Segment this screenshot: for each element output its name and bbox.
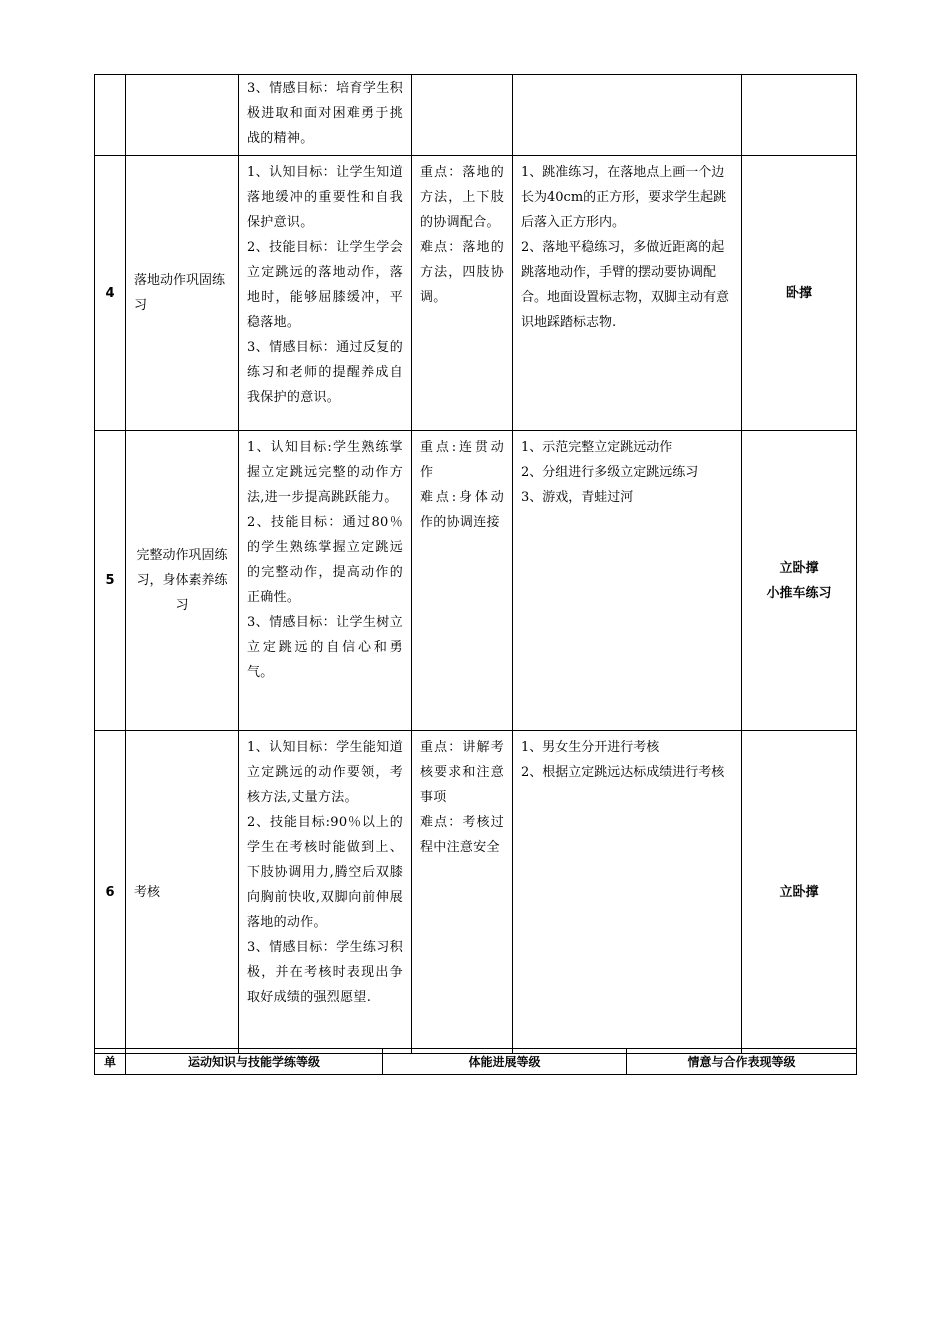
goal-item: 2、技能目标：让学生学会立定跳远的落地动作，落地时，能够屈膝缓冲，平稳落地。 bbox=[247, 240, 403, 330]
lesson-content: 考核 bbox=[134, 884, 161, 900]
method-item: 3、游戏，青蛙过河 bbox=[521, 490, 634, 505]
footer-attitude-grade-header: 情意与合作表现等级 bbox=[627, 1049, 857, 1075]
key-point: 重点:连贯动作 bbox=[420, 440, 504, 480]
goal-item: 3、情感目标：让学生树立立定跳远的自信心和勇气。 bbox=[247, 615, 403, 680]
footer-skill-grade-header: 运动知识与技能学练等级 bbox=[126, 1049, 383, 1075]
fitness-item: 卧撑 bbox=[785, 285, 812, 301]
footer-fitness-grade-header: 体能进展等级 bbox=[383, 1049, 627, 1075]
methods-cell bbox=[513, 731, 742, 1054]
fitness-item: 小推车练习 bbox=[766, 585, 832, 601]
grade-footer-table bbox=[94, 1048, 857, 1075]
method-item: 2、落地平稳练习，多做近距离的起跳落地动作，手臂的摆动要协调配合。地面设置标志物，双脚主动有意识地踩踏标志物. bbox=[521, 240, 730, 330]
table-row bbox=[95, 1049, 857, 1075]
key-points-cell bbox=[412, 731, 513, 1054]
lesson-content: 落地动作巩固练习 bbox=[134, 273, 226, 313]
lesson-content-cell bbox=[126, 156, 239, 431]
key-points-cell bbox=[412, 156, 513, 431]
methods-cell bbox=[513, 431, 742, 731]
fitness-item: 立卧撑 bbox=[779, 560, 819, 576]
method-item: 1、男女生分开进行考核 bbox=[521, 740, 660, 755]
method-item: 1、示范完整立定跳远动作 bbox=[521, 440, 673, 455]
goal-item: 1、认知目标：学生能知道立定跳远的动作要领，考核方法,丈量方法。 bbox=[247, 740, 403, 805]
table-row bbox=[95, 731, 857, 1054]
key-points-cell bbox=[412, 431, 513, 731]
difficult-point: 难点:身体动作的协调连接 bbox=[420, 490, 504, 530]
goal-item: 1、认知目标:学生熟练掌握立定跳远完整的动作方法,进一步提高跳跃能力。 bbox=[247, 440, 403, 505]
lesson-content-cell bbox=[126, 75, 239, 156]
table-row bbox=[95, 156, 857, 431]
lesson-number: 4 bbox=[105, 285, 115, 301]
lesson-content-cell bbox=[126, 731, 239, 1054]
lesson-number: 6 bbox=[105, 884, 115, 900]
fitness-cell bbox=[742, 431, 857, 731]
key-points-cell bbox=[412, 75, 513, 156]
lesson-goals-cell bbox=[239, 75, 412, 156]
lesson-content-cell bbox=[126, 431, 239, 731]
lesson-number-cell bbox=[95, 75, 126, 156]
lesson-goals-cell bbox=[239, 431, 412, 731]
method-item: 2、根据立定跳远达标成绩进行考核 bbox=[521, 765, 725, 780]
lesson-number-cell bbox=[95, 156, 126, 431]
key-point: 重点：讲解考核要求和注意事项 bbox=[420, 740, 504, 805]
fitness-cell bbox=[742, 75, 857, 156]
fitness-cell bbox=[742, 731, 857, 1054]
fitness-item: 立卧撑 bbox=[779, 884, 819, 900]
lesson-number-cell bbox=[95, 431, 126, 731]
footer-unit-cell: 单 bbox=[95, 1049, 126, 1075]
goal-item: 3、情感目标：学生练习积极，并在考核时表现出争取好成绩的强烈愿望. bbox=[247, 940, 403, 1005]
lesson-goals-cell bbox=[239, 156, 412, 431]
table-row bbox=[95, 431, 857, 731]
goal-item: 2、技能目标：通过80％的学生熟练掌握立定跳远的完整动作，提高动作的正确性。 bbox=[247, 515, 403, 605]
goal-item: 3、情感目标：培育学生积极进取和面对困难勇于挑战的精神。 bbox=[247, 81, 403, 146]
table-row bbox=[95, 75, 857, 156]
lesson-plan-table bbox=[94, 74, 857, 1054]
difficult-point: 难点：落地的方法，四肢协调。 bbox=[420, 240, 504, 305]
lesson-content: 完整动作巩固练习，身体素养练习 bbox=[136, 548, 228, 613]
method-item: 1、跳准练习，在落地点上画一个边长为40cm的正方形，要求学生起跳后落入正方形内。 bbox=[521, 165, 727, 230]
methods-cell bbox=[513, 156, 742, 431]
fitness-cell bbox=[742, 156, 857, 431]
lesson-number-cell bbox=[95, 731, 126, 1054]
goal-item: 1、认知目标：让学生知道落地缓冲的重要性和自我保护意识。 bbox=[247, 165, 403, 230]
method-item: 2、分组进行多级立定跳远练习 bbox=[521, 465, 699, 480]
difficult-point: 难点：考核过程中注意安全 bbox=[420, 815, 504, 855]
goal-item: 3、情感目标：通过反复的练习和老师的提醒养成自我保护的意识。 bbox=[247, 340, 403, 405]
methods-cell bbox=[513, 75, 742, 156]
lesson-goals-cell bbox=[239, 731, 412, 1054]
lesson-number: 5 bbox=[105, 573, 115, 588]
key-point: 重点：落地的方法，上下肢的协调配合。 bbox=[420, 165, 504, 230]
goal-item: 2、技能目标:90％以上的学生在考核时能做到上、下肢协调用力,腾空后双膝向胸前快收,双脚向前伸展落地的动作。 bbox=[247, 815, 403, 930]
